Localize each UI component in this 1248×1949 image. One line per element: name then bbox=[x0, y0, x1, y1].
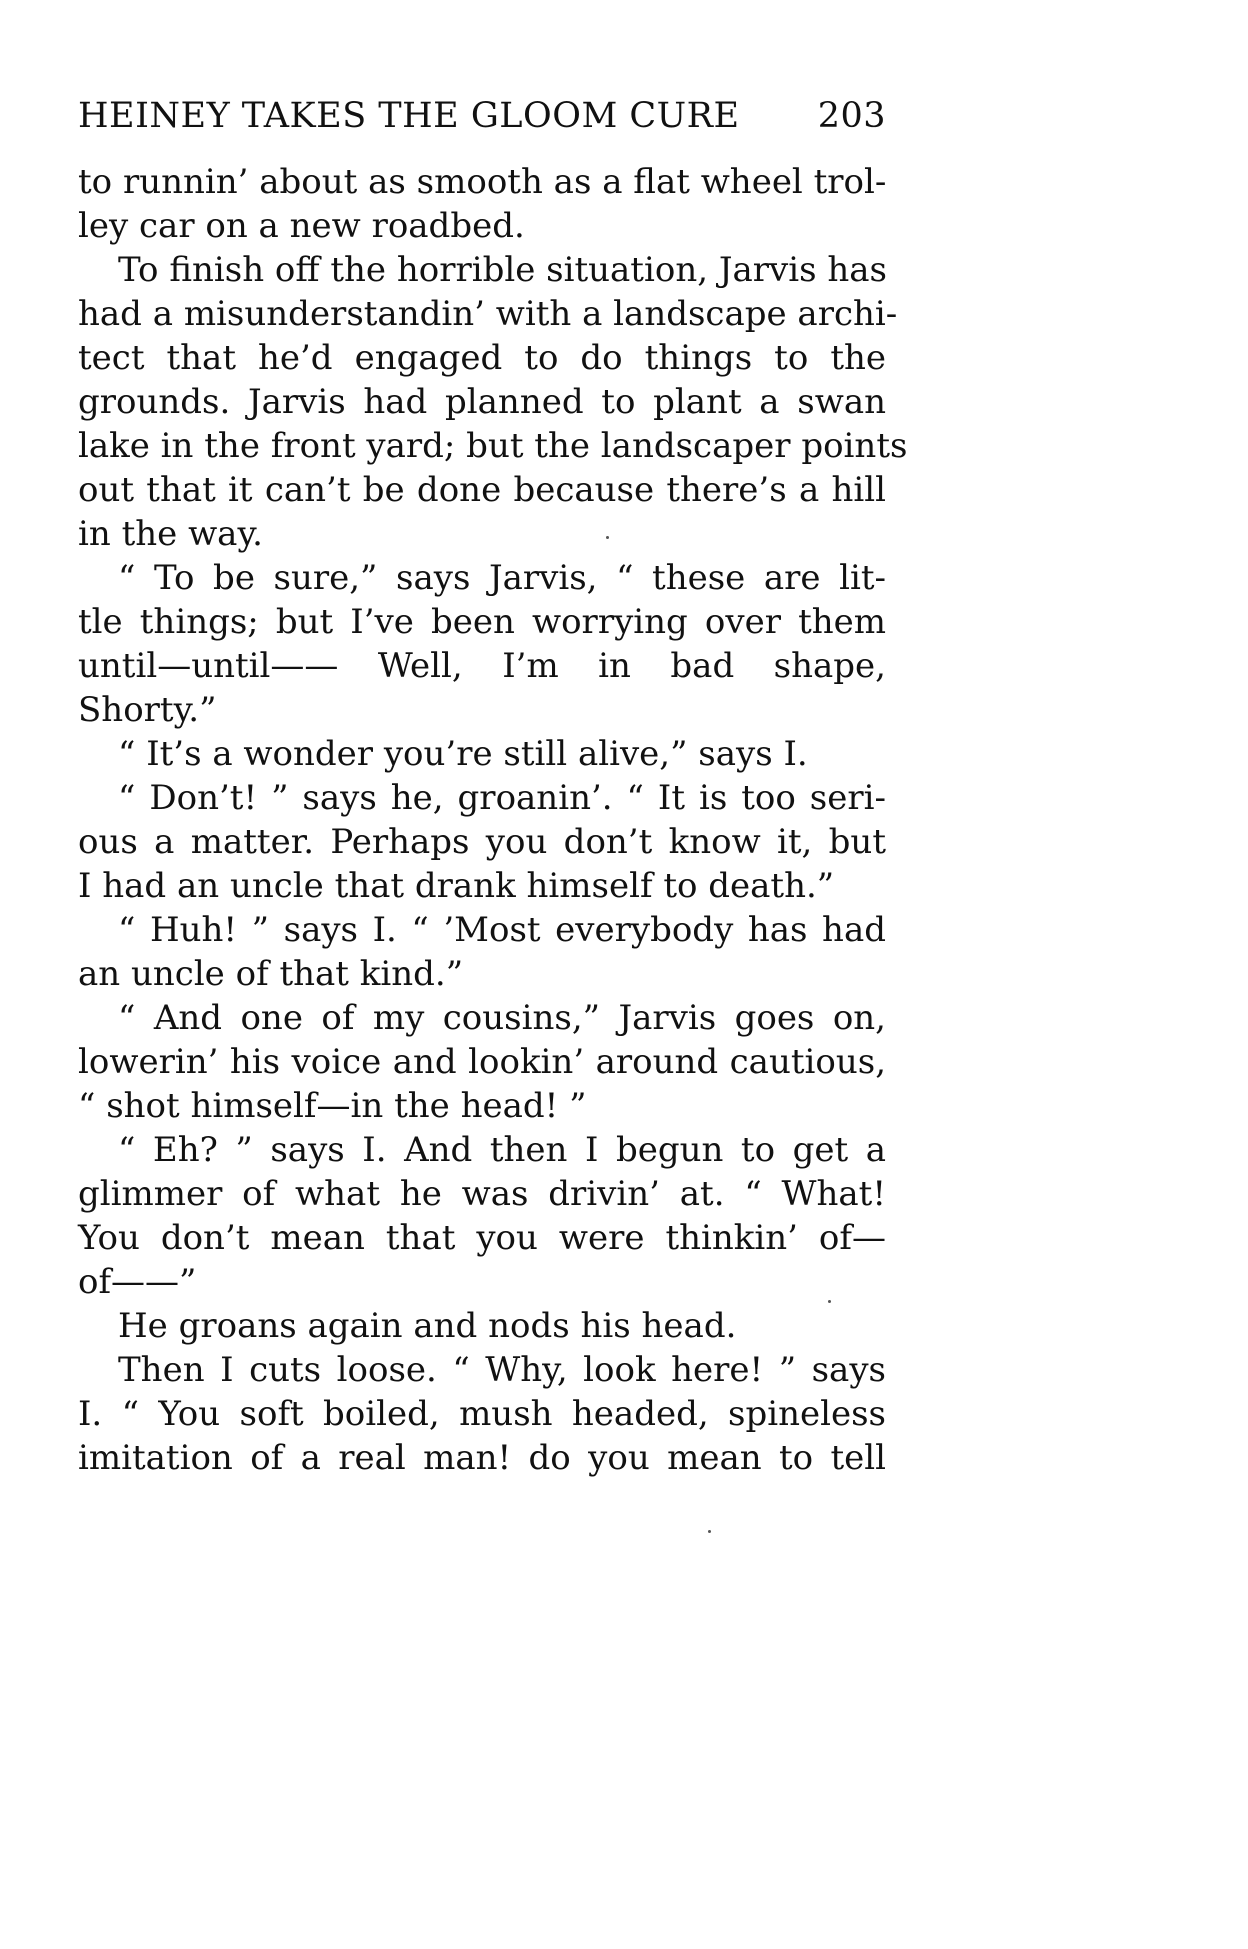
text-line: Shorty.” bbox=[78, 690, 217, 730]
text-line: in the way. bbox=[78, 514, 263, 554]
text-line: You don’t mean that you were thinkin’ of— bbox=[78, 1218, 886, 1258]
text-line: of——” bbox=[78, 1262, 197, 1302]
text-line: lake in the front yard; but the landscaper points bbox=[78, 426, 908, 466]
text-line: “ Don’t! ” says he, groanin’. “ It is too seri- bbox=[118, 778, 886, 818]
text-line: lowerin’ his voice and lookin’ around cautious, bbox=[78, 1042, 886, 1082]
text-line: “ It’s a wonder you’re still alive,” says I. bbox=[118, 734, 808, 774]
print-speck bbox=[828, 1300, 831, 1303]
text-line: tle things; but I’ve been worrying over them bbox=[78, 602, 886, 642]
print-speck bbox=[708, 1530, 711, 1533]
page-number: 203 bbox=[817, 96, 886, 136]
text-line: I. “ You soft boiled, mush headed, spineless bbox=[78, 1394, 886, 1434]
text-line: He groans again and nods his head. bbox=[118, 1306, 737, 1346]
text-line: ley car on a new roadbed. bbox=[78, 206, 525, 246]
text-line: grounds. Jarvis had planned to plant a swan bbox=[78, 382, 886, 422]
text-line: “ shot himself—in the head! ” bbox=[78, 1086, 587, 1126]
text-line: tect that he’d engaged to do things to the bbox=[78, 338, 886, 378]
text-line: “ Eh? ” says I. And then I begun to get a bbox=[118, 1130, 886, 1170]
text-line: ous a matter. Perhaps you don’t know it, but bbox=[78, 822, 886, 862]
text-line: I had an uncle that drank himself to death.” bbox=[78, 866, 835, 906]
text-line: To finish off the horrible situation, Jarvis has bbox=[118, 250, 887, 290]
text-line: had a misunderstandin’ with a landscape archi- bbox=[78, 294, 898, 334]
text-line: out that it can’t be done because there’s a hill bbox=[78, 470, 886, 510]
text-line: “ To be sure,” says Jarvis, “ these are lit- bbox=[118, 558, 886, 598]
body-text bbox=[78, 160, 908, 1480]
text-line: imitation of a real man! do you mean to tell bbox=[78, 1438, 886, 1478]
running-head bbox=[78, 96, 886, 146]
text-line: “ And one of my cousins,” Jarvis goes on, bbox=[118, 998, 886, 1038]
text-line: to runnin’ about as smooth as a flat wheel trol- bbox=[78, 162, 887, 202]
text-line: glimmer of what he was drivin’ at. “ What! bbox=[78, 1174, 886, 1214]
text-line: until—until—— Well, I’m in bad shape, bbox=[78, 646, 886, 686]
running-head-title: HEINEY TAKES THE GLOOM CURE bbox=[78, 96, 740, 136]
print-speck bbox=[606, 536, 609, 539]
text-line: “ Huh! ” says I. “ ’Most everybody has had bbox=[118, 910, 886, 950]
text-line: Then I cuts loose. “ Why, look here! ” says bbox=[118, 1350, 886, 1390]
text-line: an uncle of that kind.” bbox=[78, 954, 464, 994]
